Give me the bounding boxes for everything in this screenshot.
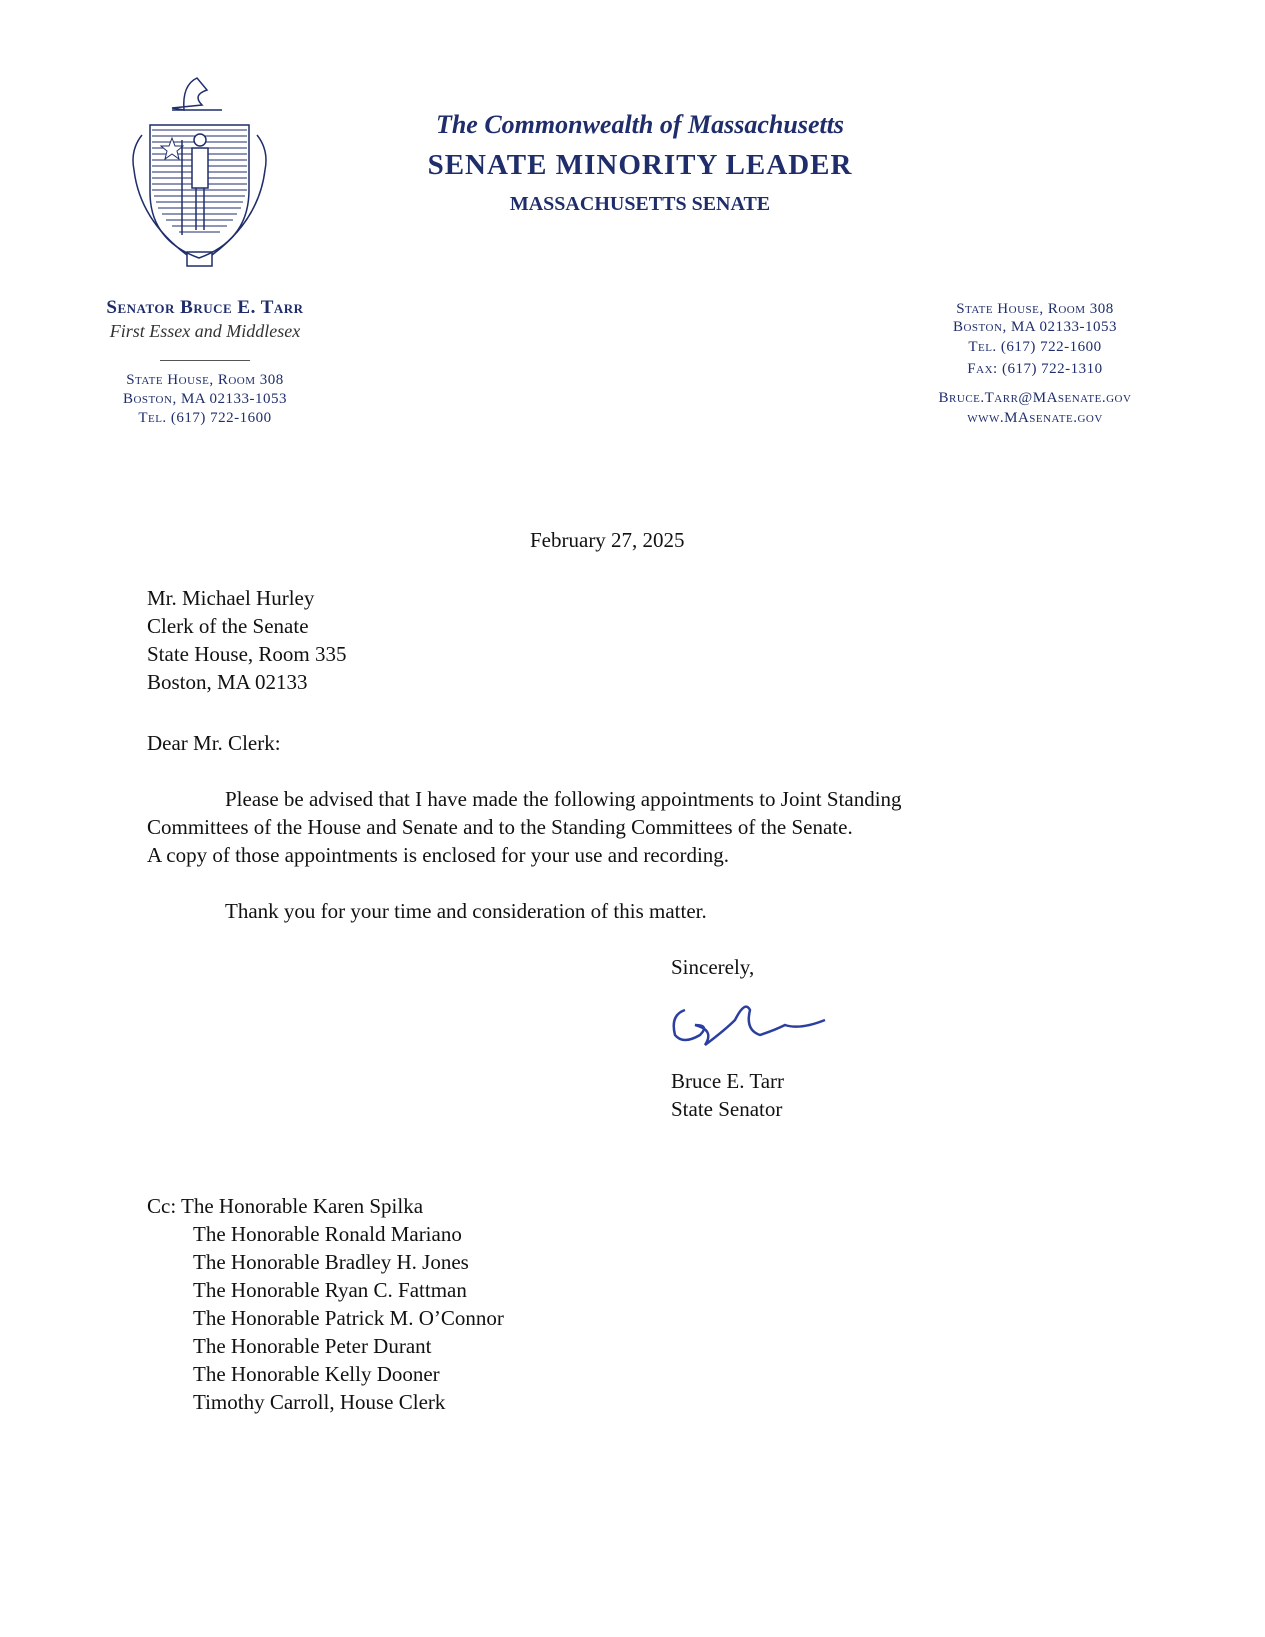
divider — [160, 360, 250, 361]
cc-item: The Honorable Peter Durant — [193, 1334, 432, 1358]
left-address-2: Boston, MA 02133-1053 — [122, 391, 288, 407]
massachusetts-seal — [112, 70, 287, 275]
signer-name: Bruce E. Tarr — [671, 1069, 785, 1093]
cc-item: The Honorable Patrick M. O’Connor — [193, 1306, 504, 1330]
recipient-line: State House, Room 335 — [147, 642, 347, 666]
recipient-address — [147, 584, 347, 696]
left-tel: Tel. (617) 722-1600 — [138, 410, 272, 426]
right-tel: Tel. (617) 722-1600 — [968, 339, 1102, 355]
cc-item: Timothy Carroll, House Clerk — [193, 1390, 446, 1414]
email-link[interactable]: Bruce.Tarr@MAsenate.gov — [938, 390, 1132, 406]
commonwealth-heading: The Commonwealth of Massachusetts — [435, 110, 845, 139]
cc-item: The Honorable Ryan C. Fattman — [193, 1278, 467, 1302]
signature — [665, 990, 865, 1060]
left-address-1: State House, Room 308 — [126, 372, 284, 388]
website-link[interactable]: www.MAsenate.gov — [967, 410, 1103, 426]
letter-date: February 27, 2025 — [530, 528, 685, 552]
body-paragraph-1 — [147, 785, 902, 869]
cc-item: The Honorable Bradley H. Jones — [193, 1250, 469, 1274]
recipient-line: Mr. Michael Hurley — [147, 586, 315, 610]
body-paragraph-2: Thank you for your time and consideration of this matter. — [225, 899, 707, 923]
paragraph-line: Please be advised that I have made the following appointments to Joint Standing — [225, 787, 902, 811]
cc-item: The Honorable Ronald Mariano — [193, 1222, 462, 1246]
subtitle-heading: MASSACHUSETTS SENATE — [509, 193, 771, 215]
recipient-line: Clerk of the Senate — [147, 614, 309, 638]
salutation: Dear Mr. Clerk: — [147, 731, 281, 755]
senator-name: Senator Bruce E. Tarr — [106, 297, 304, 318]
cc-item: The Honorable Kelly Dooner — [193, 1362, 440, 1386]
paragraph-line: Committees of the House and Senate and to the Standing Committees of the Senate. — [147, 815, 853, 839]
signer-title: State Senator — [671, 1097, 783, 1121]
title-heading: SENATE MINORITY LEADER — [427, 149, 853, 181]
closing: Sincerely, — [671, 955, 755, 979]
paragraph-line: A copy of those appointments is enclosed for your use and recording. — [147, 843, 730, 867]
right-fax: Fax: (617) 722-1310 — [967, 361, 1103, 377]
right-letterhead-block — [890, 300, 1180, 428]
cc-list — [147, 1192, 504, 1416]
left-letterhead-block — [60, 297, 350, 428]
right-address-1: State House, Room 308 — [956, 301, 1114, 317]
recipient-line: Boston, MA 02133 — [147, 670, 308, 694]
cc-label: Cc: The Honorable Karen Spilka — [147, 1194, 424, 1218]
district: First Essex and Middlesex — [109, 321, 301, 341]
right-address-2: Boston, MA 02133-1053 — [952, 319, 1118, 335]
